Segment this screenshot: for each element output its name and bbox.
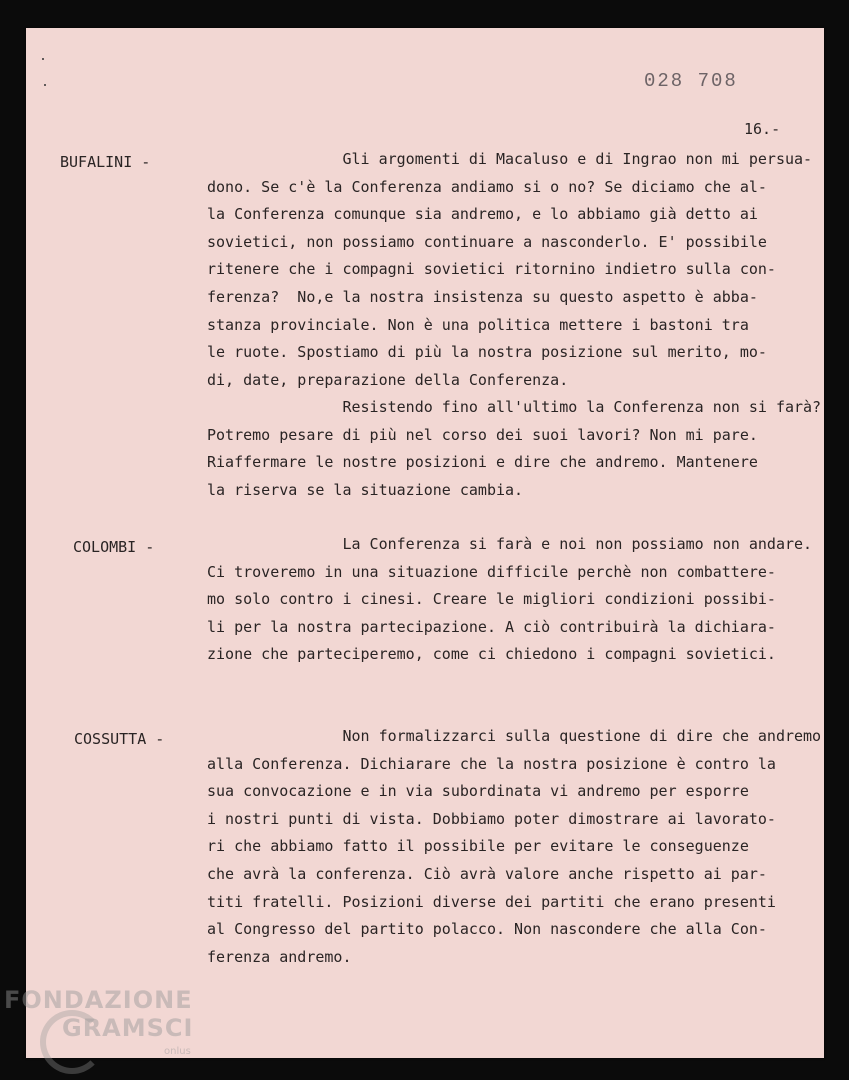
text-line: che avrà la conferenza. Ciò avrà valore anche rispetto ai par- xyxy=(207,864,767,883)
speaker-colombi: COLOMBI - xyxy=(73,538,155,556)
text-line: li per la nostra partecipazione. A ciò contribuirà la dichiara- xyxy=(207,617,776,636)
paragraph-bufalini-2 xyxy=(207,394,822,504)
watermark-line3: onlus xyxy=(164,1046,191,1057)
text-line: la Conferenza comunque sia andremo, e lo abbiamo già detto ai xyxy=(207,205,758,224)
document-page xyxy=(26,28,824,1058)
archive-number: 028 708 xyxy=(644,70,738,92)
text-line: Ci troveremo in una situazione difficile perchè non combattere- xyxy=(207,562,776,581)
watermark-line2: GRAMSCI xyxy=(62,1014,194,1042)
speaker-cossutta: COSSUTTA - xyxy=(74,730,165,748)
text-line: Gli argomenti di Macaluso e di Ingrao non mi persua- xyxy=(207,150,813,168)
paragraph-cossutta xyxy=(207,723,822,971)
text-line: Non formalizzarci sulla questione di dire che andremo xyxy=(207,727,822,745)
text-line: Resistendo fino all'ultimo la Conferenza non si farà? xyxy=(207,398,822,416)
text-line: dono. Se c'è la Conferenza andiamo si o no? Se diciamo che al- xyxy=(207,177,767,196)
text-line: sovietici, non possiamo continuare a nasconderlo. E' possibile xyxy=(207,232,767,251)
paragraph-bufalini-1 xyxy=(207,146,815,394)
text-line: al Congresso del partito polacco. Non nascondere che alla Con- xyxy=(207,920,767,939)
text-line: sua convocazione e in via subordinata vi andremo per esporre xyxy=(207,782,749,801)
text-line: La Conferenza si farà e noi non possiamo non andare. xyxy=(207,535,813,553)
text-line: ferenza andremo. xyxy=(207,947,352,966)
text-line: titi fratelli. Posizioni diverse dei partiti che erano presenti xyxy=(207,892,776,911)
text-line: le ruote. Spostiamo di più la nostra posizione sul merito, mo- xyxy=(207,343,767,362)
text-line: ritenere che i compagni sovietici ritornino indietro sulla con- xyxy=(207,260,776,279)
text-line: zione che parteciperemo, come ci chiedono i compagni sovietici. xyxy=(207,645,776,664)
fondazione-gramsci-watermark xyxy=(4,986,214,1076)
text-line: ferenza? No,e la nostra insistenza su questo aspetto è abba- xyxy=(207,287,758,306)
speaker-bufalini: BUFALINI - xyxy=(60,153,151,171)
text-line: Potremo pesare di più nel corso dei suoi lavori? Non mi pare. xyxy=(207,425,758,444)
page-number: 16.- xyxy=(744,120,781,138)
paper-speck xyxy=(42,58,44,60)
text-line: mo solo contro i cinesi. Creare le migliori condizioni possibi- xyxy=(207,590,776,609)
text-line: i nostri punti di vista. Dobbiamo poter dimostrare ai lavorato- xyxy=(207,809,776,828)
text-line: ri che abbiamo fatto il possibile per evitare le conseguenze xyxy=(207,837,749,856)
paragraph-colombi xyxy=(207,531,815,669)
text-line: stanza provinciale. Non è una politica mettere i bastoni tra xyxy=(207,315,749,334)
paper-speck xyxy=(44,84,46,86)
text-line: la riserva se la situazione cambia. xyxy=(207,480,524,499)
text-line: alla Conferenza. Dichiarare che la nostra posizione è contro la xyxy=(207,754,776,773)
text-line: di, date, preparazione della Conferenza. xyxy=(207,370,569,389)
watermark-line1: FONDAZIONE xyxy=(4,986,193,1014)
text-line: Riaffermare le nostre posizioni e dire che andremo. Mantenere xyxy=(207,453,758,472)
